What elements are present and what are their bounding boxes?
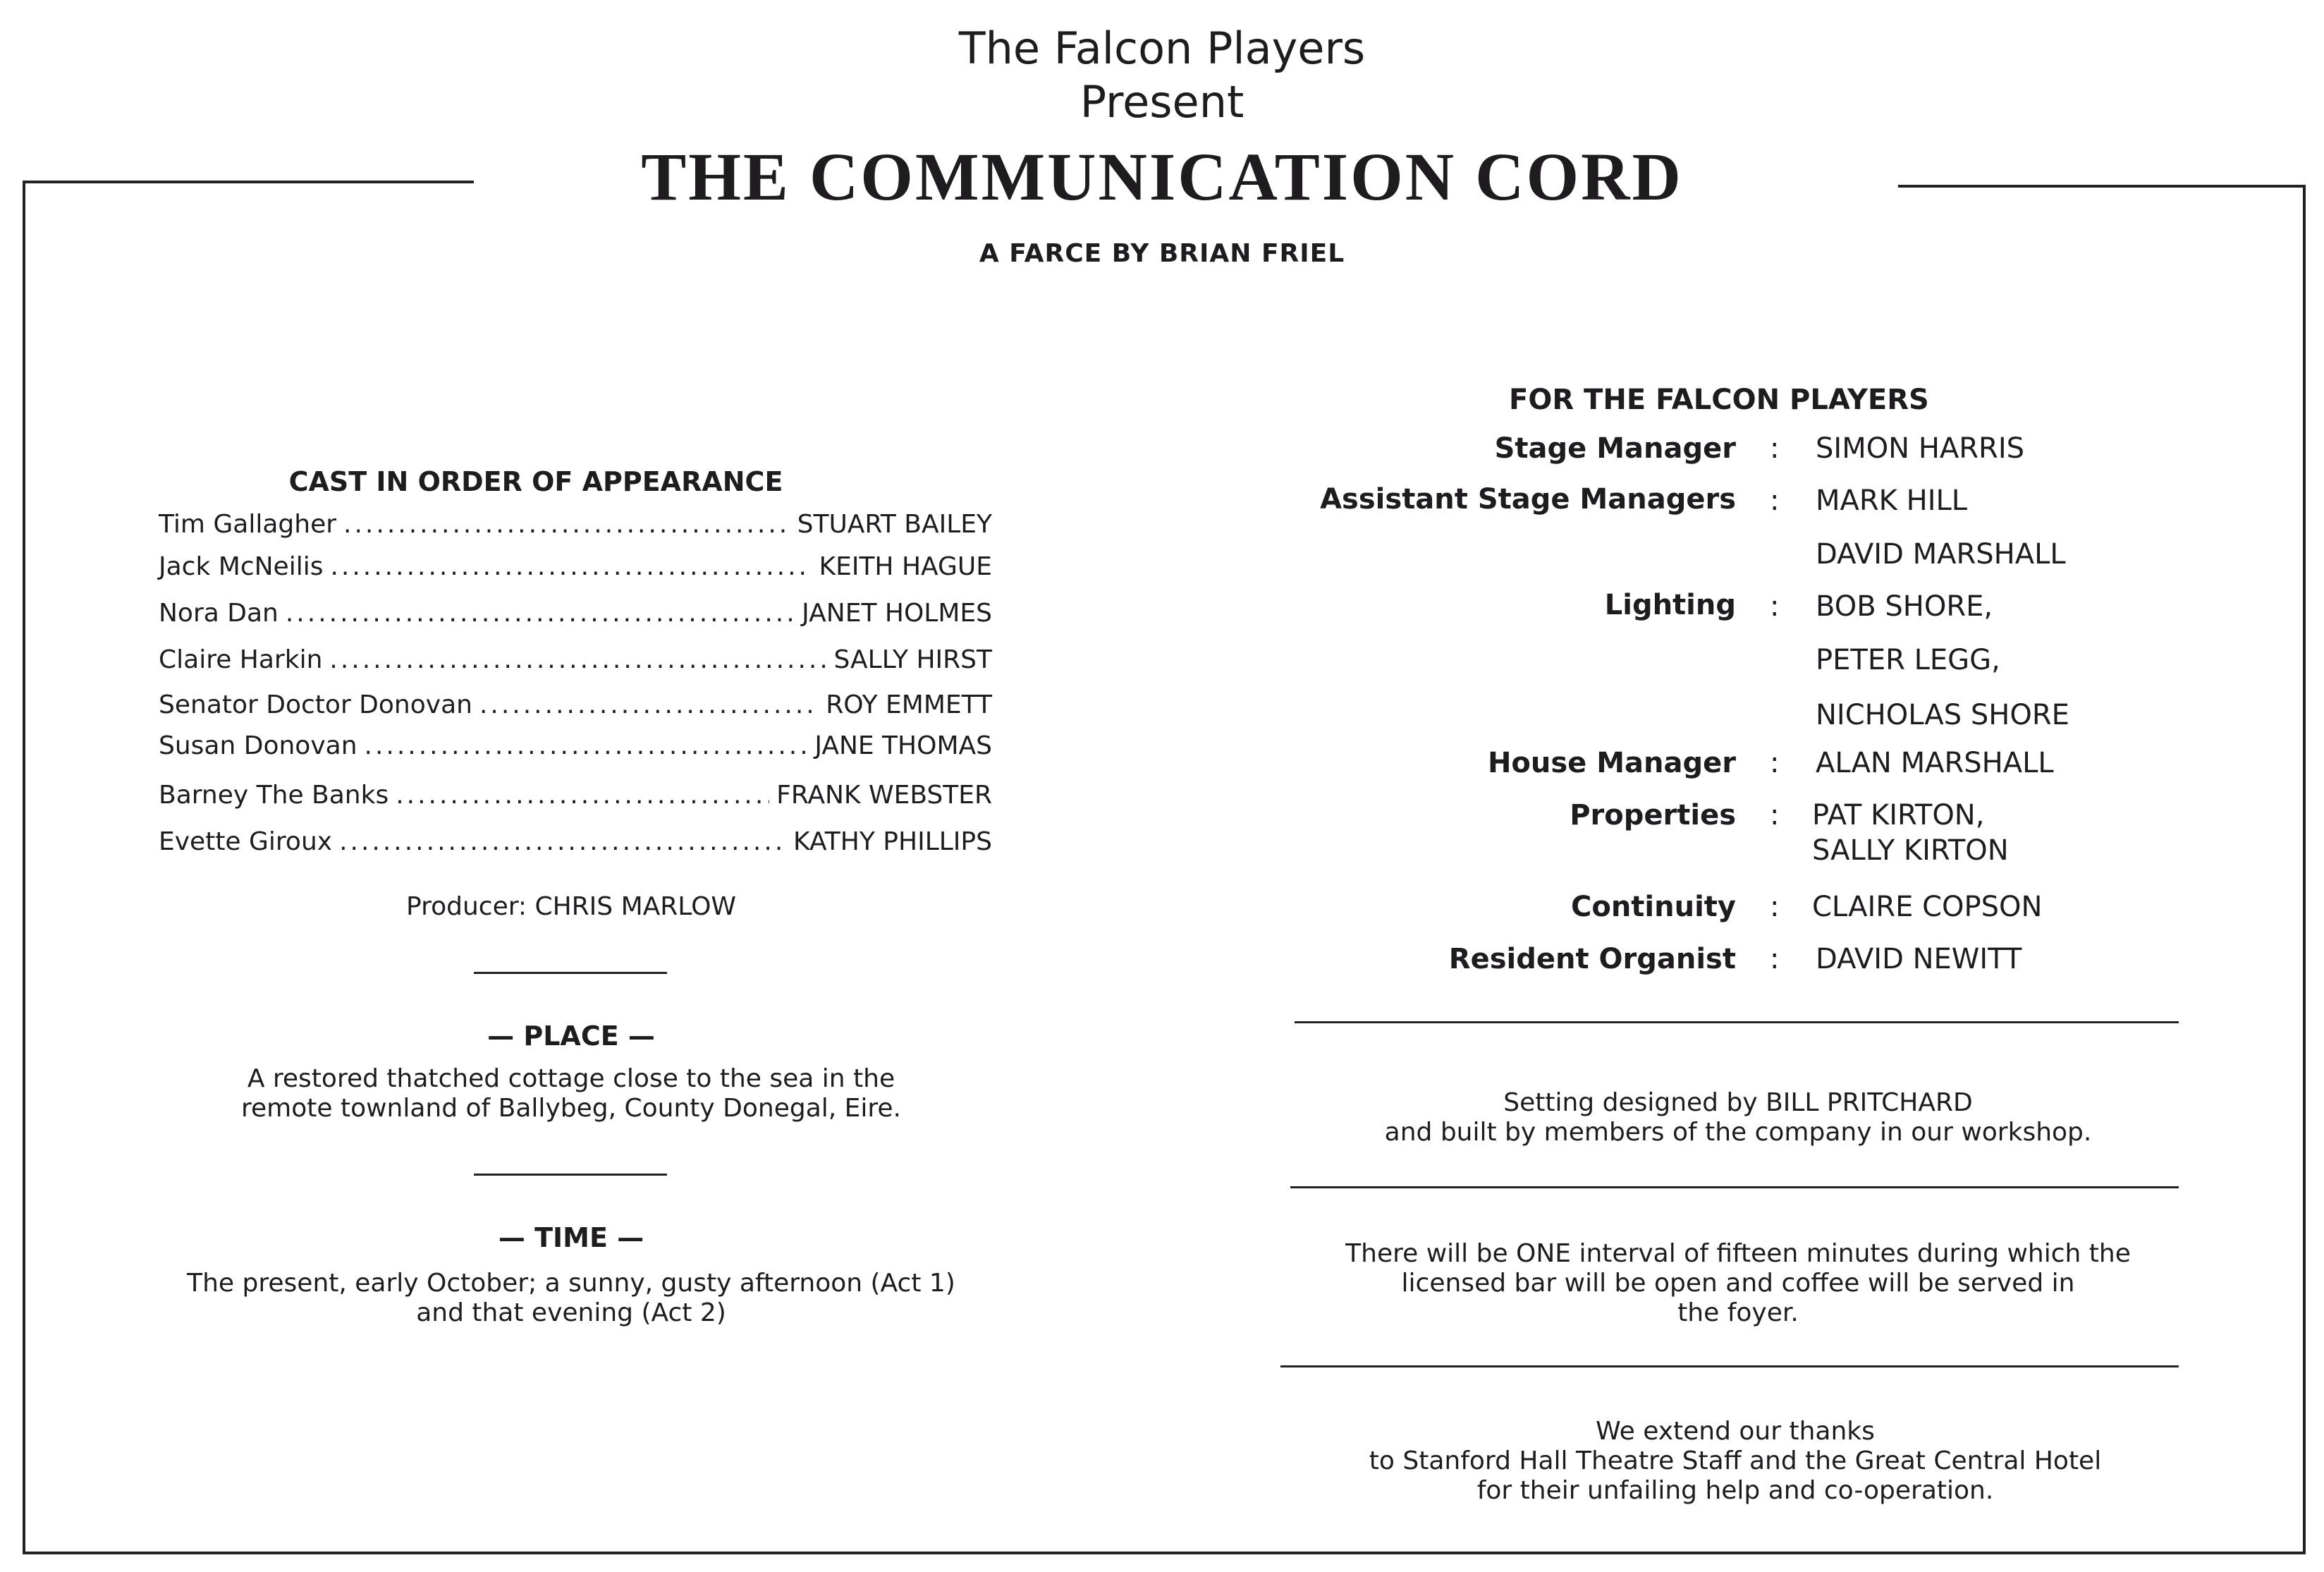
- crew-colon: :: [1770, 432, 1780, 465]
- cast-role: Evette Giroux: [159, 827, 333, 856]
- interval-line-3: the foyer.: [1677, 1298, 1799, 1327]
- cast-row: [159, 688, 992, 722]
- subtitle: A FARCE BY BRIAN FRIEL: [979, 239, 1345, 268]
- divider: [474, 972, 667, 974]
- place-heading: — PLACE —: [487, 1020, 655, 1052]
- thanks-line-3: for their unfailing help and co-operation.: [1476, 1476, 1994, 1505]
- page-title: THE COMMUNICATION CORD: [641, 139, 1683, 214]
- crew-name: SIMON HARRIS: [1816, 432, 2025, 465]
- crew-name: PETER LEGG,: [1816, 644, 2000, 676]
- cast-actor: ROY EMMETT: [826, 690, 992, 719]
- thanks-line-1: We extend our thanks: [1596, 1417, 1875, 1446]
- cast-role: Tim Gallagher: [159, 510, 337, 539]
- divider: [1295, 1021, 2179, 1023]
- crew-colon: :: [1770, 891, 1780, 923]
- cast-row: [159, 779, 992, 812]
- cast-row: [159, 729, 992, 763]
- leader-dots: [365, 729, 808, 763]
- cast-role: Susan Donovan: [159, 731, 357, 760]
- leader-dots: [330, 550, 812, 584]
- crew-name: DAVID MARSHALL: [1816, 538, 2066, 571]
- cast-role: Claire Harkin: [159, 645, 323, 674]
- cast-role: Barney The Banks: [159, 781, 389, 810]
- interval-line-2: licensed bar will be open and coffee will be served in: [1401, 1269, 2075, 1298]
- interval-line-1: There will be ONE interval of fifteen minutes during which the: [1345, 1239, 2131, 1268]
- crew-name: MARK HILL: [1816, 485, 1968, 517]
- leader-dots: [286, 597, 795, 630]
- time-line-2: and that evening (Act 2): [416, 1298, 726, 1327]
- cast-actor: FRANK WEBSTER: [776, 781, 992, 810]
- cast-role: Jack McNeilis: [159, 552, 324, 581]
- crew-colon: :: [1770, 747, 1780, 779]
- crew-name: ALAN MARSHALL: [1816, 747, 2054, 779]
- crew-heading: FOR THE FALCON PLAYERS: [1509, 384, 1929, 416]
- divider: [474, 1174, 667, 1176]
- time-heading: — TIME —: [498, 1222, 644, 1253]
- leader-dots: [339, 825, 786, 859]
- time-line-1: The present, early October; a sunny, gusty afternoon (Act 1): [187, 1269, 955, 1298]
- cast-role: Senator Doctor Donovan: [159, 690, 472, 719]
- present-line: Present: [1080, 76, 1244, 128]
- crew-name: BOB SHORE,: [1816, 590, 1993, 623]
- cast-heading: CAST IN ORDER OF APPEARANCE: [288, 466, 783, 497]
- cast-actor: STUART BAILEY: [797, 510, 992, 539]
- thanks-line-2: to Stanford Hall Theatre Staff and the Great Central Hotel: [1369, 1446, 2102, 1475]
- leader-dots: [479, 688, 819, 722]
- crew-role-house-manager: House Manager: [1487, 747, 1736, 779]
- crew-name: NICHOLAS SHORE: [1816, 699, 2069, 731]
- crew-colon: :: [1770, 590, 1780, 623]
- leader-dots: [343, 508, 790, 542]
- crew-colon: :: [1770, 943, 1780, 975]
- cast-row: [159, 508, 992, 542]
- crew-name: SALLY KIRTON: [1812, 834, 2009, 867]
- crew-role-properties: Properties: [1570, 799, 1736, 831]
- place-line-1: A restored thatched cottage close to the sea in the: [247, 1064, 895, 1093]
- crew-colon: :: [1770, 485, 1780, 517]
- divider: [1290, 1186, 2179, 1188]
- cast-actor: KEITH HAGUE: [819, 552, 992, 581]
- divider: [1280, 1365, 2179, 1367]
- crew-role-stage-manager: Stage Manager: [1494, 432, 1736, 465]
- cast-row: [159, 825, 992, 859]
- cast-actor: JANE THOMAS: [814, 731, 992, 760]
- frame-right: [2303, 185, 2306, 1554]
- frame-left: [23, 181, 25, 1554]
- crew-name: PAT KIRTON,: [1812, 799, 1985, 831]
- frame-top-left: [23, 181, 474, 183]
- setting-line-2: and built by members of the company in our workshop.: [1384, 1118, 2092, 1147]
- place-line-2: remote townland of Ballybeg, County Donegal, Eire.: [241, 1094, 901, 1123]
- crew-role-assistant-stage-managers: Assistant Stage Managers: [1320, 483, 1736, 516]
- crew-role-lighting: Lighting: [1604, 589, 1736, 621]
- leader-dots: [329, 643, 826, 677]
- cast-row: [159, 597, 992, 630]
- frame-top-right: [1898, 185, 2306, 188]
- cast-actor: KATHY PHILLIPS: [793, 827, 992, 856]
- cast-row: [159, 550, 992, 584]
- presenter-line: The Falcon Players: [958, 23, 1366, 74]
- crew-name: CLAIRE COPSON: [1812, 891, 2043, 923]
- crew-role-resident-organist: Resident Organist: [1448, 943, 1736, 975]
- cast-actor: JANET HOLMES: [802, 599, 992, 628]
- cast-row: [159, 643, 992, 677]
- cast-role: Nora Dan: [159, 599, 279, 628]
- crew-name: DAVID NEWITT: [1816, 943, 2022, 975]
- setting-line-1: Setting designed by BILL PRITCHARD: [1503, 1088, 1973, 1117]
- frame-bottom: [23, 1552, 2306, 1554]
- leader-dots: [396, 779, 769, 812]
- crew-role-continuity: Continuity: [1570, 891, 1736, 923]
- crew-colon: :: [1770, 799, 1780, 831]
- producer-line: Producer: CHRIS MARLOW: [406, 892, 736, 921]
- cast-actor: SALLY HIRST: [833, 645, 992, 674]
